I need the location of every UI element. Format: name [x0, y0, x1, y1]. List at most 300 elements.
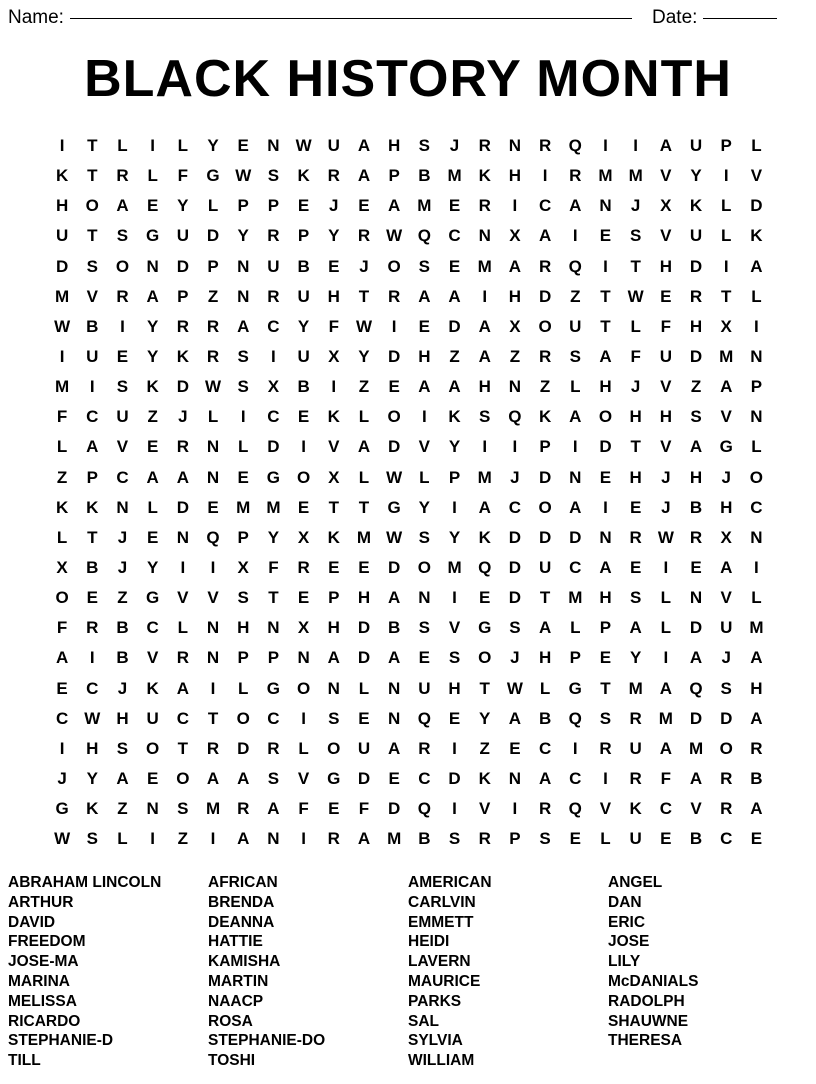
grid-letter[interactable]: D [388, 347, 401, 367]
grid-letter[interactable]: D [538, 467, 552, 487]
grid-letter[interactable]: T [630, 437, 641, 457]
grid-letter[interactable]: Y [297, 316, 310, 336]
grid-letter[interactable]: R [388, 286, 401, 306]
grid-letter[interactable]: J [57, 769, 67, 789]
grid-letter[interactable]: A [388, 738, 401, 758]
grid-letter[interactable]: B [86, 316, 99, 336]
grid-letter[interactable]: A [478, 316, 491, 336]
grid-letter[interactable]: J [117, 558, 128, 578]
grid-letter[interactable]: V [418, 437, 431, 457]
grid-letter[interactable]: U [629, 738, 642, 758]
grid-letter[interactable]: B [86, 558, 99, 578]
grid-letter[interactable]: B [689, 497, 703, 517]
grid-letter[interactable]: P [267, 648, 280, 668]
grid-letter[interactable]: R [720, 769, 733, 789]
grid-letter[interactable]: T [87, 166, 98, 186]
grid-letter[interactable]: H [237, 618, 250, 638]
grid-letter[interactable]: N [569, 467, 582, 487]
grid-letter[interactable]: H [629, 407, 642, 427]
grid-letter[interactable]: N [478, 226, 491, 246]
grid-letter[interactable]: E [418, 316, 431, 336]
grid-letter[interactable]: B [116, 618, 129, 638]
grid-letter[interactable]: I [542, 166, 548, 186]
grid-letter[interactable]: A [599, 558, 612, 578]
grid-letter[interactable]: A [388, 648, 401, 668]
grid-letter[interactable]: B [297, 377, 310, 397]
grid-letter[interactable]: A [720, 558, 733, 578]
grid-letter[interactable]: I [572, 738, 578, 758]
grid-letter[interactable]: H [538, 648, 552, 668]
grid-letter[interactable]: U [267, 256, 280, 276]
grid-letter[interactable]: H [448, 678, 461, 698]
grid-letter[interactable]: Z [509, 347, 521, 367]
grid-letter[interactable]: F [630, 347, 641, 367]
grid-letter[interactable]: E [629, 497, 642, 517]
grid-letter[interactable]: J [661, 497, 671, 517]
grid-letter[interactable]: L [238, 437, 249, 457]
grid-letter[interactable]: Q [568, 256, 582, 276]
grid-letter[interactable]: Z [358, 377, 370, 397]
grid-letter[interactable]: R [689, 527, 703, 547]
grid-letter[interactable]: A [629, 618, 642, 638]
grid-letter[interactable]: V [297, 769, 310, 789]
grid-letter[interactable]: I [301, 829, 306, 849]
grid-letter[interactable]: H [418, 347, 431, 367]
grid-letter[interactable]: A [357, 136, 371, 156]
grid-letter[interactable]: C [538, 196, 552, 216]
grid-letter[interactable]: L [721, 226, 732, 246]
grid-letter[interactable]: L [147, 497, 158, 517]
grid-letter[interactable]: K [146, 377, 159, 397]
grid-letter[interactable]: R [418, 738, 431, 758]
grid-letter[interactable]: Z [177, 829, 189, 849]
grid-letter[interactable]: N [327, 678, 340, 698]
grid-letter[interactable]: A [599, 347, 612, 367]
grid-letter[interactable]: X [328, 467, 340, 487]
grid-letter[interactable]: E [328, 256, 340, 276]
grid-letter[interactable]: B [418, 166, 431, 186]
grid-letter[interactable]: B [388, 618, 401, 638]
grid-letter[interactable]: H [116, 708, 129, 728]
grid-letter[interactable]: L [721, 196, 732, 216]
grid-letter[interactable]: U [55, 226, 69, 246]
name-field[interactable] [8, 4, 632, 32]
grid-letter[interactable]: D [689, 256, 703, 276]
grid-letter[interactable]: I [572, 437, 578, 457]
grid-letter[interactable]: E [146, 527, 159, 547]
grid-letter[interactable]: I [452, 799, 457, 819]
grid-letter[interactable]: E [297, 588, 310, 608]
grid-letter[interactable]: N [750, 407, 763, 427]
grid-letter[interactable]: E [750, 829, 763, 849]
grid-letter[interactable]: U [116, 407, 129, 427]
grid-letter[interactable]: T [358, 497, 370, 517]
grid-letter[interactable]: W [386, 527, 403, 547]
grid-letter[interactable]: Z [570, 286, 581, 306]
grid-letter[interactable]: S [629, 226, 642, 246]
grid-letter[interactable]: X [56, 558, 68, 578]
grid-letter[interactable]: P [86, 467, 98, 487]
grid-letter[interactable]: L [630, 316, 641, 336]
grid-letter[interactable]: E [207, 497, 219, 517]
grid-letter[interactable]: I [59, 738, 65, 758]
grid-letter[interactable]: C [569, 769, 582, 789]
grid-letter[interactable]: H [327, 286, 340, 306]
grid-letter[interactable]: A [237, 829, 250, 849]
grid-letter[interactable]: A [357, 166, 371, 186]
grid-letter[interactable]: R [176, 648, 189, 668]
grid-letter[interactable]: Y [629, 648, 642, 668]
grid-letter[interactable]: M [477, 467, 492, 487]
grid-letter[interactable]: R [569, 166, 582, 186]
grid-letter[interactable]: R [750, 738, 763, 758]
grid-letter[interactable]: D [357, 648, 371, 668]
grid-letter[interactable]: A [418, 286, 431, 306]
grid-letter[interactable]: I [150, 136, 156, 156]
grid-letter[interactable]: C [508, 497, 522, 517]
grid-letter[interactable]: U [357, 738, 371, 758]
grid-letter[interactable]: L [56, 527, 68, 547]
grid-letter[interactable]: K [629, 799, 642, 819]
grid-letter[interactable]: I [512, 196, 518, 216]
grid-letter[interactable]: V [750, 166, 763, 186]
grid-letter[interactable]: P [569, 648, 581, 668]
grid-letter[interactable]: S [599, 708, 612, 728]
grid-letter[interactable]: G [266, 678, 281, 698]
grid-letter[interactable]: R [327, 829, 340, 849]
grid-letter[interactable]: W [657, 527, 674, 547]
grid-letter[interactable]: R [116, 286, 129, 306]
grid-letter[interactable]: D [689, 708, 703, 728]
grid-letter[interactable]: K [146, 678, 159, 698]
grid-letter[interactable]: E [479, 588, 491, 608]
grid-letter[interactable]: I [723, 256, 729, 276]
grid-letter[interactable]: A [538, 226, 552, 246]
grid-letter[interactable]: E [388, 377, 400, 397]
grid-letter[interactable]: E [297, 497, 310, 517]
grid-letter[interactable]: D [176, 377, 189, 397]
grid-letter[interactable]: D [750, 196, 763, 216]
grid-letter[interactable]: J [661, 467, 671, 487]
grid-letter[interactable]: Q [417, 799, 431, 819]
grid-letter[interactable]: L [751, 437, 762, 457]
grid-letter[interactable]: D [689, 347, 703, 367]
grid-letter[interactable]: S [328, 708, 340, 728]
grid-letter[interactable]: I [301, 708, 306, 728]
grid-letter[interactable]: S [448, 648, 461, 668]
grid-letter[interactable]: K [478, 527, 491, 547]
grid-letter[interactable]: L [539, 678, 551, 698]
grid-letter[interactable]: T [328, 497, 339, 517]
grid-letter[interactable]: D [55, 256, 69, 276]
grid-letter[interactable]: O [387, 256, 401, 276]
grid-letter[interactable]: F [56, 618, 68, 638]
date-field[interactable] [652, 4, 777, 32]
grid-letter[interactable]: M [477, 256, 492, 276]
grid-letter[interactable]: S [116, 226, 129, 246]
grid-letter[interactable]: Y [418, 497, 431, 517]
grid-letter[interactable]: C [55, 708, 69, 728]
grid-letter[interactable]: L [358, 467, 370, 487]
grid-letter[interactable]: U [297, 347, 310, 367]
grid-letter[interactable]: Q [478, 558, 492, 578]
grid-letter[interactable]: N [599, 196, 612, 216]
grid-letter[interactable]: I [723, 166, 729, 186]
grid-letter[interactable]: I [391, 316, 397, 336]
grid-letter[interactable]: H [55, 196, 69, 216]
grid-letter[interactable]: H [388, 136, 401, 156]
grid-letter[interactable]: U [86, 347, 99, 367]
grid-letter[interactable]: O [327, 738, 341, 758]
grid-letter[interactable]: R [538, 347, 552, 367]
grid-letter[interactable]: Y [448, 437, 461, 457]
grid-letter[interactable]: H [327, 618, 340, 638]
grid-letter[interactable]: J [510, 648, 520, 668]
grid-letter[interactable]: U [418, 678, 431, 698]
grid-letter[interactable]: L [147, 166, 158, 186]
grid-letter[interactable]: J [630, 377, 641, 397]
grid-letter[interactable]: I [633, 136, 639, 156]
grid-letter[interactable]: K [448, 407, 461, 427]
grid-letter[interactable]: X [509, 226, 521, 246]
grid-letter[interactable]: O [85, 196, 99, 216]
grid-letter[interactable]: H [508, 166, 522, 186]
grid-letter[interactable]: F [358, 799, 370, 819]
grid-letter[interactable]: D [448, 769, 461, 789]
grid-letter[interactable]: J [178, 407, 188, 427]
grid-letter[interactable]: E [146, 437, 159, 457]
grid-letter[interactable]: R [176, 316, 189, 336]
grid-letter[interactable]: D [448, 316, 461, 336]
grid-letter[interactable]: G [55, 799, 69, 819]
grid-letter[interactable]: O [749, 467, 764, 487]
grid-letter[interactable]: T [87, 136, 98, 156]
grid-letter[interactable]: L [207, 196, 219, 216]
grid-letter[interactable]: L [177, 136, 189, 156]
grid-letter[interactable]: T [630, 256, 641, 276]
grid-letter[interactable]: D [206, 226, 220, 246]
grid-letter[interactable]: V [660, 437, 672, 457]
grid-letter[interactable]: H [659, 407, 672, 427]
name-blank-line[interactable] [70, 18, 632, 19]
grid-letter[interactable]: N [388, 708, 401, 728]
grid-letter[interactable]: E [448, 256, 461, 276]
grid-letter[interactable]: T [177, 738, 189, 758]
grid-letter[interactable]: D [176, 497, 189, 517]
grid-letter[interactable]: M [417, 196, 432, 216]
grid-letter[interactable]: H [629, 467, 642, 487]
grid-letter[interactable]: G [387, 497, 401, 517]
grid-letter[interactable]: P [177, 286, 189, 306]
grid-letter[interactable]: I [150, 829, 156, 849]
grid-letter[interactable]: L [56, 437, 68, 457]
grid-letter[interactable]: C [86, 678, 99, 698]
grid-letter[interactable]: I [603, 136, 608, 156]
grid-letter[interactable]: M [568, 588, 583, 608]
grid-letter[interactable]: L [751, 136, 762, 156]
grid-letter[interactable]: F [56, 407, 68, 427]
grid-letter[interactable]: R [538, 136, 552, 156]
grid-letter[interactable]: Z [117, 799, 128, 819]
grid-letter[interactable]: E [328, 799, 340, 819]
grid-letter[interactable]: W [84, 708, 101, 728]
grid-letter[interactable]: P [509, 829, 521, 849]
grid-letter[interactable]: V [690, 799, 702, 819]
grid-letter[interactable]: N [508, 769, 522, 789]
grid-letter[interactable]: O [296, 678, 311, 698]
grid-letter[interactable]: V [177, 588, 189, 608]
grid-letter[interactable]: I [452, 738, 457, 758]
grid-letter[interactable]: E [328, 558, 340, 578]
grid-letter[interactable]: C [146, 618, 159, 638]
grid-letter[interactable]: V [328, 437, 340, 457]
grid-letter[interactable]: I [59, 136, 65, 156]
grid-letter[interactable]: I [452, 497, 457, 517]
grid-letter[interactable]: A [508, 708, 522, 728]
grid-letter[interactable]: X [297, 527, 310, 547]
grid-letter[interactable]: D [569, 527, 582, 547]
grid-letter[interactable]: V [207, 588, 219, 608]
grid-letter[interactable]: K [478, 769, 491, 789]
grid-letter[interactable]: N [267, 136, 280, 156]
grid-letter[interactable]: Y [146, 558, 159, 578]
grid-letter[interactable]: A [176, 678, 189, 698]
grid-letter[interactable]: Y [146, 316, 159, 336]
grid-letter[interactable]: K [689, 196, 703, 216]
grid-letter[interactable]: R [267, 738, 280, 758]
grid-letter[interactable]: H [508, 286, 522, 306]
grid-letter[interactable]: S [86, 256, 98, 276]
grid-letter[interactable]: L [751, 588, 762, 608]
grid-letter[interactable]: M [447, 166, 462, 186]
grid-letter[interactable]: I [482, 437, 488, 457]
grid-letter[interactable]: C [267, 407, 280, 427]
grid-letter[interactable]: L [358, 407, 370, 427]
grid-letter[interactable]: A [478, 497, 491, 517]
grid-letter[interactable]: I [240, 407, 246, 427]
grid-letter[interactable]: Q [417, 708, 431, 728]
grid-letter[interactable]: T [87, 527, 98, 547]
grid-letter[interactable]: V [660, 377, 672, 397]
grid-letter[interactable]: E [388, 769, 400, 789]
grid-letter[interactable]: H [86, 738, 99, 758]
grid-letter[interactable]: L [177, 618, 189, 638]
grid-letter[interactable]: H [659, 256, 672, 276]
grid-letter[interactable]: N [206, 648, 220, 668]
grid-letter[interactable]: U [689, 136, 703, 156]
grid-letter[interactable]: E [146, 196, 159, 216]
grid-letter[interactable]: V [116, 437, 129, 457]
grid-letter[interactable]: I [512, 799, 518, 819]
grid-letter[interactable]: S [690, 407, 702, 427]
grid-letter[interactable]: N [599, 527, 612, 547]
grid-letter[interactable]: A [569, 407, 582, 427]
grid-letter[interactable]: B [689, 829, 703, 849]
grid-letter[interactable]: C [750, 497, 763, 517]
grid-letter[interactable]: C [267, 708, 280, 728]
grid-letter[interactable]: L [298, 738, 309, 758]
grid-letter[interactable]: B [116, 648, 129, 668]
grid-letter[interactable]: Z [147, 407, 158, 427]
grid-letter[interactable]: T [600, 678, 611, 698]
grid-letter[interactable]: Q [568, 799, 582, 819]
grid-letter[interactable]: R [478, 829, 491, 849]
grid-letter[interactable]: U [569, 316, 582, 336]
grid-letter[interactable]: P [207, 256, 219, 276]
grid-letter[interactable]: H [599, 588, 612, 608]
grid-letter[interactable]: A [116, 196, 129, 216]
grid-letter[interactable]: T [87, 226, 98, 246]
grid-letter[interactable]: E [599, 648, 612, 668]
grid-letter[interactable]: S [237, 377, 249, 397]
grid-letter[interactable]: Q [206, 527, 220, 547]
grid-letter[interactable]: S [539, 829, 551, 849]
grid-letter[interactable]: I [89, 648, 95, 668]
grid-letter[interactable]: I [663, 558, 669, 578]
grid-letter[interactable]: Q [508, 407, 522, 427]
grid-letter[interactable]: D [388, 799, 401, 819]
grid-letter[interactable]: Z [539, 377, 551, 397]
grid-letter[interactable]: I [572, 226, 578, 246]
grid-letter[interactable]: A [448, 286, 461, 306]
grid-letter[interactable]: J [359, 256, 369, 276]
grid-letter[interactable]: E [358, 196, 370, 216]
grid-letter[interactable]: E [56, 678, 68, 698]
grid-letter[interactable]: N [206, 467, 220, 487]
grid-letter[interactable]: B [297, 256, 310, 276]
grid-letter[interactable]: G [719, 437, 733, 457]
grid-letter[interactable]: Y [358, 347, 370, 367]
grid-letter[interactable]: U [146, 708, 159, 728]
grid-letter[interactable]: S [237, 588, 249, 608]
grid-letter[interactable]: F [177, 166, 189, 186]
grid-letter[interactable]: H [357, 588, 371, 608]
grid-letter[interactable]: M [598, 166, 613, 186]
grid-letter[interactable]: S [116, 738, 129, 758]
grid-letter[interactable]: S [720, 678, 732, 698]
grid-letter[interactable]: P [328, 588, 340, 608]
grid-letter[interactable]: S [418, 618, 431, 638]
grid-letter[interactable]: K [176, 347, 189, 367]
grid-letter[interactable]: P [237, 527, 249, 547]
grid-letter[interactable]: S [267, 769, 280, 789]
grid-letter[interactable]: S [177, 799, 189, 819]
grid-letter[interactable]: M [356, 527, 372, 547]
grid-letter[interactable]: H [689, 316, 703, 336]
grid-letter[interactable]: E [569, 829, 581, 849]
grid-letter[interactable]: W [295, 136, 312, 156]
grid-letter[interactable]: N [116, 497, 129, 517]
grid-letter[interactable]: O [719, 738, 733, 758]
grid-letter[interactable]: C [176, 708, 189, 728]
grid-letter[interactable]: Q [568, 708, 582, 728]
grid-letter[interactable]: N [750, 527, 763, 547]
grid-letter[interactable]: N [206, 618, 220, 638]
grid-letter[interactable]: G [146, 226, 160, 246]
grid-letter[interactable]: E [599, 226, 612, 246]
grid-letter[interactable]: V [660, 166, 672, 186]
grid-letter[interactable]: D [388, 437, 401, 457]
grid-letter[interactable]: L [419, 467, 430, 487]
grid-letter[interactable]: A [569, 196, 582, 216]
grid-letter[interactable]: R [478, 196, 491, 216]
grid-letter[interactable]: M [658, 708, 673, 728]
grid-letter[interactable]: T [479, 678, 490, 698]
grid-letter[interactable]: O [538, 316, 552, 336]
grid-letter[interactable]: S [237, 347, 249, 367]
grid-letter[interactable]: J [721, 467, 731, 487]
grid-letter[interactable]: O [417, 558, 431, 578]
